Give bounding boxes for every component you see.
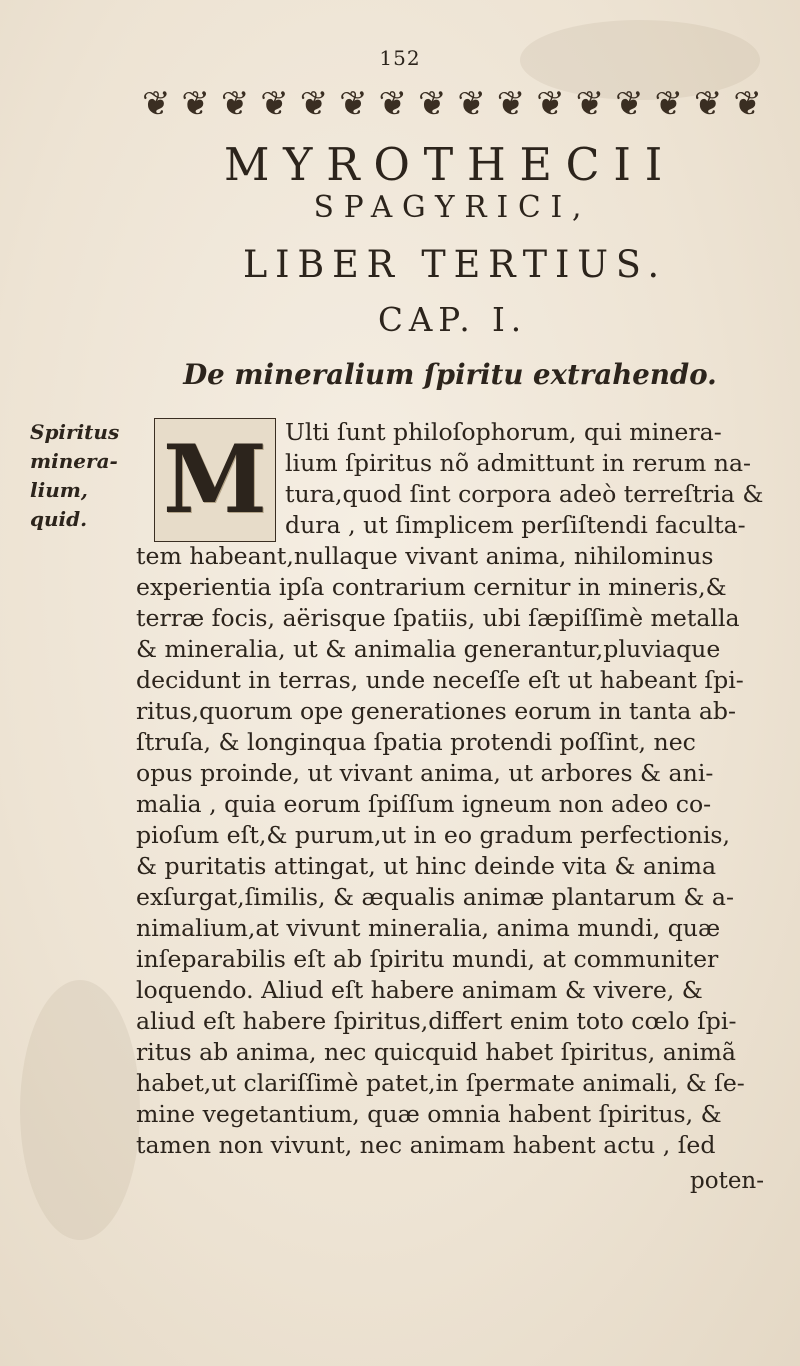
fleuron-icon: ❦ xyxy=(142,84,171,124)
body-text-line: & mineralia, ut & animalia generantur,pluviaque xyxy=(136,635,721,663)
body-text-line: nimalium,at vivunt mineralia, anima mundi, quæ xyxy=(136,914,721,942)
fleuron-icon: ❦ xyxy=(733,84,762,124)
fleuron-icon: ❦ xyxy=(220,84,250,124)
catchword: poten- xyxy=(690,1168,765,1194)
body-text-line: decidunt in terras, unde neceſſe eſt ut habeant ſpi- xyxy=(136,666,744,694)
body-text-line: ſtruſa, & longinqua ſpatia protendi poſſint, nec xyxy=(136,728,696,756)
book-title: MYROTHECII xyxy=(223,138,677,191)
body-text-line: pioſum eſt,& purum,ut in eo gradum perfectionis, xyxy=(136,821,731,849)
fleuron-icon: ❦ xyxy=(181,84,210,124)
body-text-line: tamen non vivunt, nec animam habent actu , ſed xyxy=(136,1131,716,1159)
body-text-line: inſeparabilis eſt ab ſpiritu mundi, at communiter xyxy=(136,945,719,973)
fleuron-icon: ❦ xyxy=(299,84,329,124)
page-number: 152 xyxy=(379,46,421,70)
body-text-line: mine vegetantium, quæ omnia habent ſpiritus, & xyxy=(136,1100,722,1128)
fleuron-icon: ❦ xyxy=(457,84,486,124)
body-text-line: loquendo. Aliud eſt habere animam & vivere, & xyxy=(136,976,703,1004)
marginal-note-line: Spiritus xyxy=(30,420,120,444)
body-text-line: exſurgat,ſimilis, & æqualis animæ plantarum & a- xyxy=(136,883,734,911)
fleuron-icon: ❦ xyxy=(693,84,723,124)
body-text-line: Ulti ſunt philoſophorum, qui minera- xyxy=(285,418,722,446)
book-subtitle: SPAGYRICI, xyxy=(313,190,592,225)
body-text-line: terræ focis, aërisque ſpatiis, ubi ſæpiſſimè metalla xyxy=(136,604,740,632)
body-text-line: aliud eſt habere ſpiritus,differt enim toto cœlo ſpi- xyxy=(136,1007,737,1035)
fleuron-icon: ❦ xyxy=(536,84,565,124)
decorated-initial-letter: M xyxy=(162,425,268,535)
body-text-line: ritus,quorum ope generationes eorum in tanta ab- xyxy=(136,697,736,725)
body-text-line: opus proinde, ut vivant anima, ut arbores & ani- xyxy=(136,759,714,787)
decorated-initial xyxy=(154,418,276,542)
paper-stain xyxy=(20,980,140,1240)
body-text-line: lium ſpiritus nõ admittunt in rerum na- xyxy=(285,449,752,477)
book-part-heading: LIBER TERTIUS. xyxy=(243,243,667,286)
body-text-line: malia , quia eorum ſpiſſum igneum non adeo co- xyxy=(136,790,712,818)
fleuron-icon: ❦ xyxy=(496,84,526,124)
body-text-line: & puritatis attingat, ut hinc deinde vita & anima xyxy=(136,852,717,880)
fleuron-icon: ❦ xyxy=(615,84,644,124)
body-text-line: ritus ab anima, nec quicquid habet ſpiritus, animã xyxy=(136,1038,736,1066)
marginal-note-line: lium, xyxy=(30,478,88,502)
fleuron-icon: ❦ xyxy=(575,84,605,124)
chapter-heading: CAP. I. xyxy=(378,300,527,339)
fleuron-icon: ❦ xyxy=(417,84,447,124)
body-text-line: tura,quod ſint corpora adeò terreſtria & xyxy=(285,480,764,508)
marginal-note-line: quid. xyxy=(30,507,88,531)
body-text-line: dura , ut ſimplicem perſiſtendi faculta- xyxy=(285,511,746,539)
fleuron-icon: ❦ xyxy=(339,84,368,124)
fleuron-icon: ❦ xyxy=(260,84,289,124)
chapter-title: De mineralium ſpiritu extrahendo. xyxy=(183,358,717,391)
body-text-line: tem habeant,nullaque vivant anima, nihilominus xyxy=(136,542,714,570)
marginal-note-line: minera- xyxy=(30,449,118,473)
body-text-line: habet,ut clariſſimè patet,in ſpermate animali, & ſe- xyxy=(136,1069,745,1097)
fleuron-icon: ❦ xyxy=(654,84,683,124)
body-text-line: experientia ipſa contrarium cernitur in mineris,& xyxy=(136,573,727,601)
fleuron-icon: ❦ xyxy=(378,84,408,124)
decorative-ornament-band xyxy=(142,78,762,130)
marginal-note xyxy=(30,418,120,534)
